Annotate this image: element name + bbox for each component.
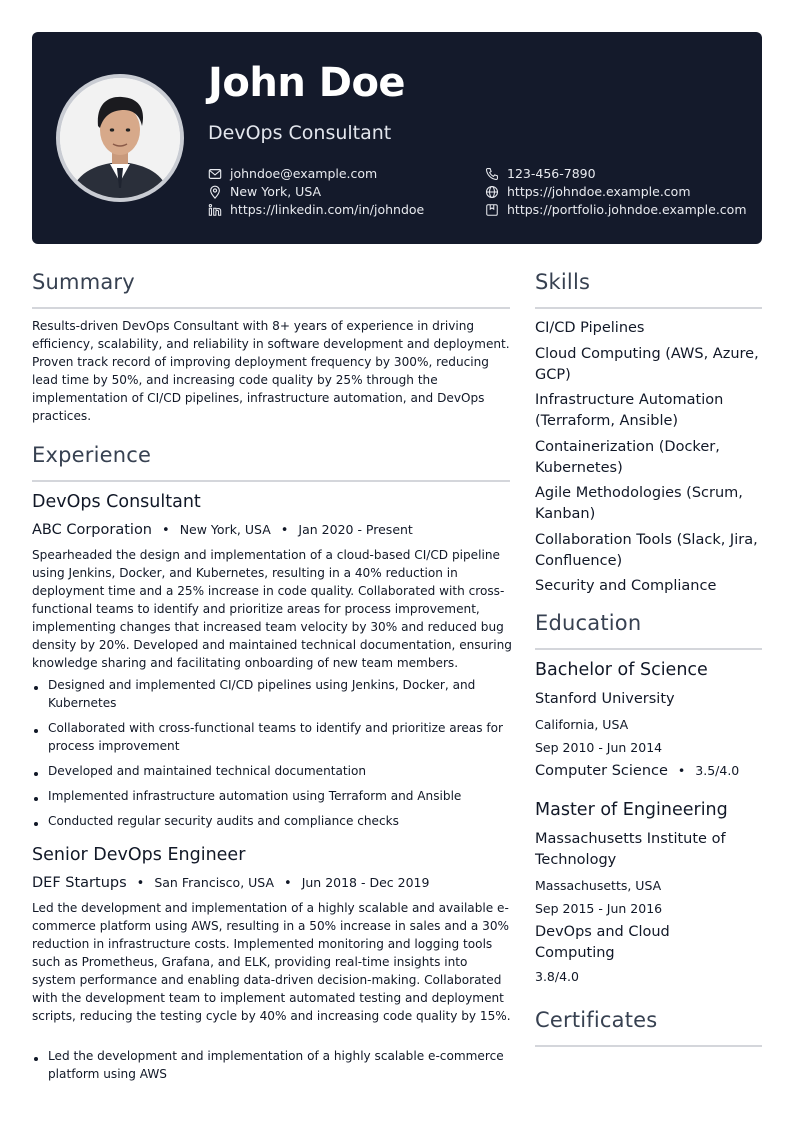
contact-location [208,184,321,199]
contact-phone[interactable] [485,166,596,181]
summary-heading: Summary [32,270,135,294]
experience-divider [32,480,510,482]
certificates-divider [535,1045,762,1047]
edu-location: Massachusetts, USA [535,878,662,893]
meta-separator: • [284,876,292,891]
candidate-title: DevOps Consultant [208,122,392,144]
job-bullets [32,1047,510,1090]
portfolio-text: https://portfolio.johndoe.example.com [507,202,747,217]
edu-location: California, USA [535,717,629,732]
location-text: New York, USA [230,184,322,199]
linkedin-text: https://linkedin.com/in/johndoe [230,202,425,217]
edu-dates: Sep 2015 - Jun 2016 [535,901,663,916]
job-meta [32,522,413,538]
summary-text: Results-driven DevOps Consultant with 8+ years of experience in driving efficiency, scalability, and reliability in software development and deployment. Proven track record of improving deployment frequency by 300%, reducing lead time by 50%, and increasing code quality by 25% through the implementation of CI/CD pipelines, infrastructure automation, and DevOps practices. [32,319,510,423]
email-text: johndoe@example.com [230,166,378,181]
job-bullet: Collaborated with cross-functional teams to identify and prioritize areas for process improvement [32,719,510,755]
job-dates: Jan 2020 - Present [298,522,413,537]
job-title: Senior DevOps Engineer [32,845,246,865]
job-location: New York, USA [179,522,271,537]
contact-linkedin[interactable] [208,202,424,217]
summary-divider [32,307,510,309]
linkedin-icon [208,203,222,217]
contact-email[interactable] [208,166,377,181]
job-bullet: Designed and implemented CI/CD pipelines using Jenkins, Docker, and Kubernetes [32,676,510,712]
edu-field: Computer Science [535,763,668,779]
edu-gpa: 3.5/4.0 [695,763,740,778]
job-company: ABC Corporation [32,522,153,538]
edu-field-row [535,761,739,782]
edu-gpa: 3.8/4.0 [535,969,579,984]
job-meta [32,875,429,891]
skill-item: Agile Methodologies (Scrum, Kanban) [535,485,743,522]
job-title: DevOps Consultant [32,492,201,512]
skill-item: Collaboration Tools (Slack, Jira, Confluence) [535,531,758,569]
job-bullets [32,676,510,837]
candidate-name: John Doe [208,60,406,106]
resume-header [32,32,762,244]
mail-icon [208,167,222,181]
globe-icon [485,185,499,199]
experience-heading: Experience [32,443,152,467]
job-bullet: Led the development and implementation of a highly scalable e-commerce platform using AWS [32,1047,510,1083]
job-description: Led the development and implementation of a highly scalable and available e-commerce platform using AWS, resulting in a 50% increase in sales and a 30% reduction in infrastructure costs. Implemented monitoring and logging tools such as Prometheus, Grafana, and ELK, providing real-time insights into system performance and enabling data-driven decision-making. Collaborated with the development team to implement automated testing and deployment scripts, reducing the testing cycle by 40% and increasing code quality by 15%. [32,901,511,1023]
job-description: Spearheaded the design and implementation of a cloud-based CI/CD pipeline using Jenkins, Docker, and Kubernetes, resulting in a 40% reduction in deployment time and a 25% increase in code quality. Collaborated with cross-functional teams to identify and prioritize areas for process improvement, implementing changes that increased team velocity by 30% and reduced bug density by 20%. Developed and maintained technical documentation, ensuring knowledge sharing and facilitating onboarding of new team members. [32,548,512,670]
map-pin-icon [208,185,222,199]
skills-divider [535,307,762,309]
degree-title: Master of Engineering [535,800,728,820]
job-location: San Francisco, USA [154,875,275,890]
education-divider [535,648,762,650]
meta-separator: • [136,876,145,891]
meta-separator: • [677,763,686,778]
job-company: DEF Startups [32,875,127,891]
skill-item: Security and Compliance [535,578,717,594]
contact-portfolio[interactable] [485,202,747,217]
phone-icon [485,167,499,181]
skill-item: Containerization (Docker, Kubernetes) [535,438,720,476]
meta-separator: • [280,523,289,538]
skill-item: Cloud Computing (AWS, Azure, GCP) [535,345,759,383]
skills-list [535,318,763,602]
phone-text: 123-456-7890 [507,166,596,181]
skill-item: CI/CD Pipelines [535,320,645,336]
edu-school: Massachusetts Institute of Technology [535,831,726,868]
job-bullet: Conducted regular security audits and compliance checks [32,812,510,830]
edu-school: Stanford University [535,691,675,707]
education-heading: Education [535,611,642,635]
edu-dates: Sep 2010 - Jun 2014 [535,740,663,755]
job-bullet: Developed and maintained technical documentation [32,762,510,780]
degree-title: Bachelor of Science [535,660,708,680]
portfolio-icon [485,203,499,217]
skill-item: Infrastructure Automation (Terraform, Ansible) [535,392,724,429]
edu-field: DevOps and Cloud Computing [535,924,670,961]
job-bullet: Implemented infrastructure automation using Terraform and Ansible [32,787,510,805]
avatar-illustration [60,78,180,198]
skills-heading: Skills [535,270,591,294]
meta-separator: • [162,523,170,538]
website-text: https://johndoe.example.com [507,184,691,199]
job-dates: Jun 2018 - Dec 2019 [301,875,430,890]
profile-photo [56,74,184,202]
contact-website[interactable] [485,184,691,199]
certificates-heading: Certificates [535,1008,658,1032]
